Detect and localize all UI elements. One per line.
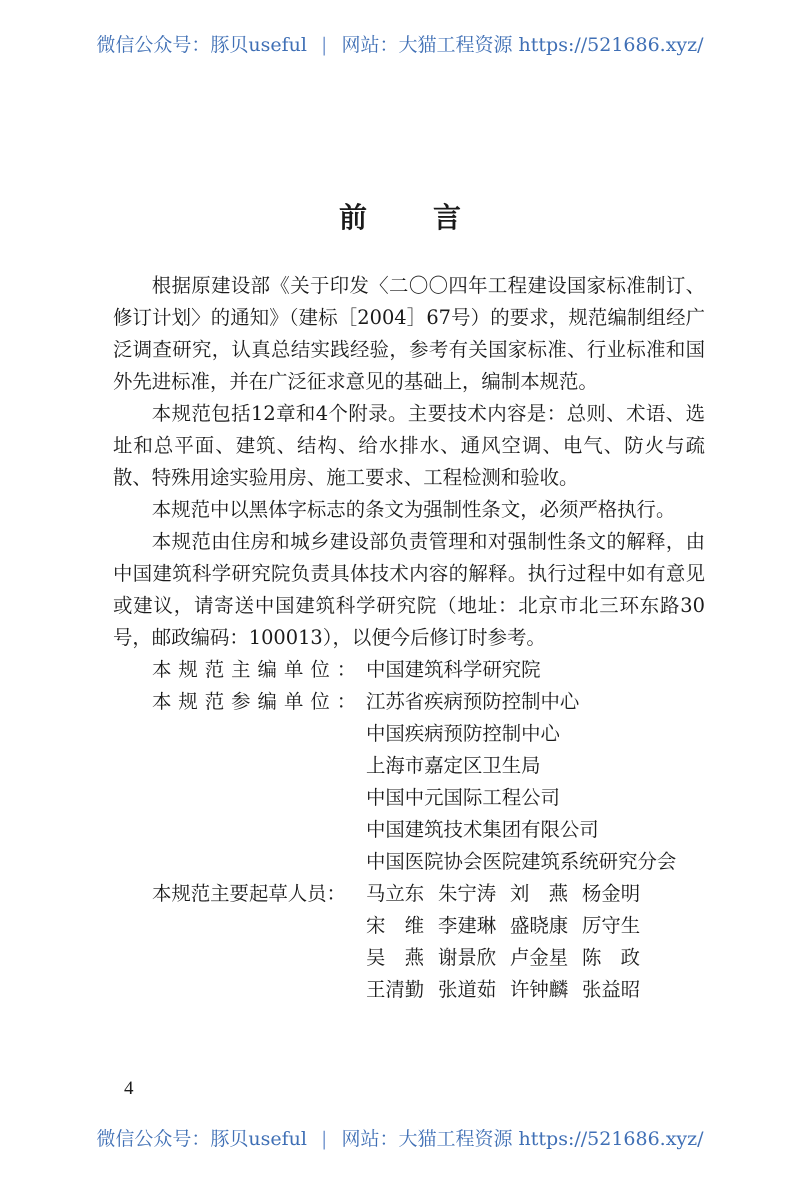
participants-list <box>366 686 705 878</box>
watermark-separator: | <box>321 1128 328 1150</box>
page-number: 4 <box>124 1078 134 1099</box>
paragraph-background: 根据原建设部《关于印发〈二〇〇四年工程建设国家标准制订、修订计划〉的通知》（建标［2004］67号）的要求，规范编制组经广泛调查研究，认真总结实践经验，参考有关国家标准、行业标准和国外先进标准，并在广泛征求意见的基础上，编制本规范。 <box>113 274 705 393</box>
chief-editor-row <box>113 654 705 686</box>
drafter-name: 张益昭 <box>582 978 641 1001</box>
watermark-website: 网站：大猫工程资源 https://521686.xyz/ <box>341 1128 704 1150</box>
title-char-2: 言 <box>433 201 462 234</box>
drafters-list <box>366 878 705 1006</box>
drafter-name: 张道茹 <box>438 978 497 1001</box>
title-char-1: 前 <box>338 201 367 234</box>
watermark-wechat: 微信公众号：豚贝useful <box>96 34 307 56</box>
participant-unit: 中国医院协会医院建筑系统研究分会 <box>366 850 677 873</box>
drafter-name: 厉守生 <box>582 914 641 937</box>
watermark-wechat: 微信公众号：豚贝useful <box>96 1128 307 1150</box>
drafters-label: 本规范主要起草人员： <box>152 882 346 905</box>
paragraph-contents: 本规范包括12章和4个附录。主要技术内容是：总则、术语、选址和总平面、建筑、结构、给水排水、通风空调、电气、防火与疏散、特殊用途实验用房、施工要求、工程检测和验收。 <box>113 402 705 489</box>
drafter-name: 刘燕 <box>510 882 568 905</box>
drafter-name: 许钟麟 <box>510 978 569 1001</box>
watermark-header <box>0 30 800 57</box>
watermark-website: 网站：大猫工程资源 https://521686.xyz/ <box>341 34 704 56</box>
watermark-separator: | <box>321 34 328 56</box>
drafter-name: 卢金星 <box>510 946 569 969</box>
preface-body <box>113 270 705 1006</box>
participants-label: 本规范参编单位： <box>152 690 364 713</box>
drafter-name: 李建琳 <box>438 914 497 937</box>
participant-unit: 江苏省疾病预防控制中心 <box>366 690 580 713</box>
drafters-row <box>113 878 705 1006</box>
participants-row <box>113 686 705 878</box>
participant-unit: 上海市嘉定区卫生局 <box>366 754 541 777</box>
drafter-name: 陈政 <box>582 946 640 969</box>
participant-unit: 中国疾病预防控制中心 <box>366 722 560 745</box>
chief-editor-label: 本规范主编单位： <box>152 658 364 681</box>
paragraph-mandatory: 本规范中以黑体字标志的条文为强制性条文，必须严格执行。 <box>151 498 676 521</box>
participant-unit: 中国建筑技术集团有限公司 <box>366 818 599 841</box>
participant-unit: 中国中元国际工程公司 <box>366 786 560 809</box>
chief-editor-unit: 中国建筑科学研究院 <box>366 658 541 681</box>
credits-section <box>113 654 705 1006</box>
drafter-name: 马立东 <box>366 882 425 905</box>
drafter-name: 王清勤 <box>366 978 425 1001</box>
drafter-name: 杨金明 <box>582 882 641 905</box>
drafter-name: 吴燕 <box>366 946 424 969</box>
drafter-name: 谢景欣 <box>438 946 497 969</box>
paragraph-management: 本规范由住房和城乡建设部负责管理和对强制性条文的解释，由中国建筑科学研究院负责具体技术内容的解释。执行过程中如有意见或建议，请寄送中国建筑科学研究院（地址：北京市北三环东路30号，邮政编码：100013），以便今后修订时参考。 <box>113 530 705 649</box>
drafter-name: 宋维 <box>366 914 424 937</box>
drafter-name: 朱宁涛 <box>438 882 497 905</box>
page-title <box>0 196 800 236</box>
watermark-footer <box>0 1124 800 1151</box>
drafter-name: 盛晓康 <box>510 914 569 937</box>
